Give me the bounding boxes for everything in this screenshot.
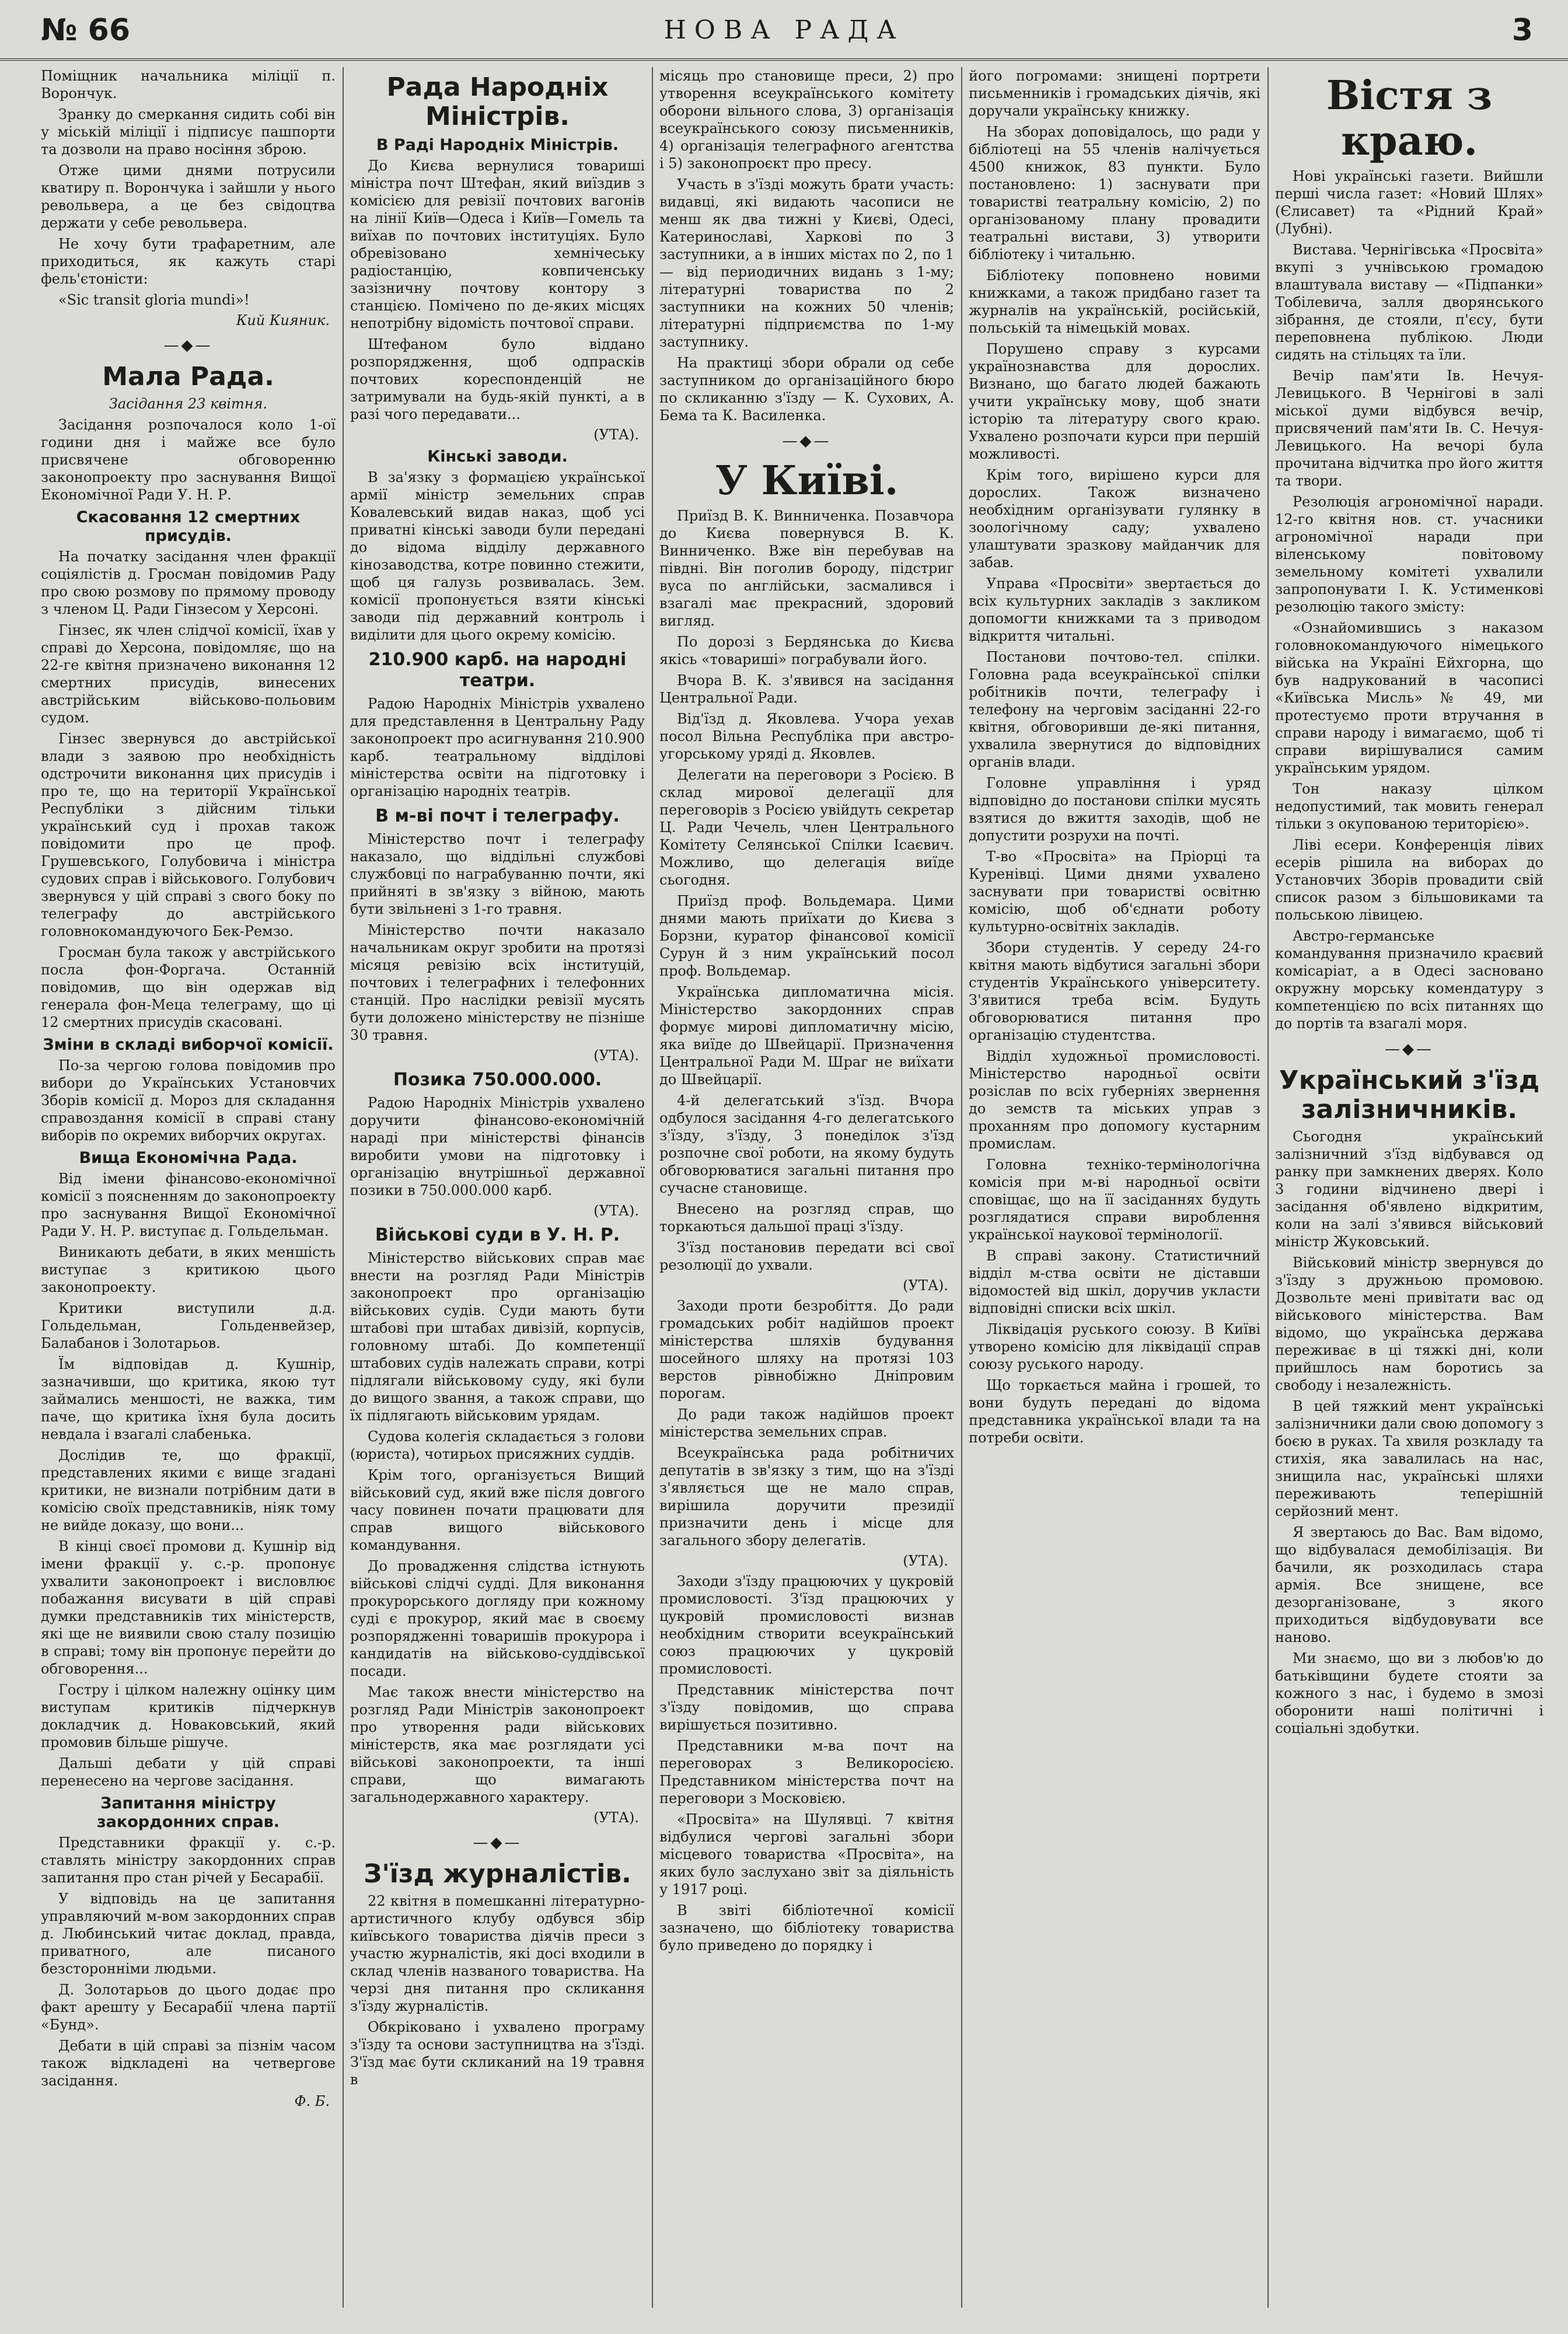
paragraph: До Києва вернулися товариші міністра почт Штефан, який виїздив з комісією для ревізії почтових вагонів на лінії Київ—Одеса і Київ—Гомель та виїхав по почтових інституціях. Було обревізовано хемнічеську радіостанцію, ковпиченську зазізничну почтову контору з станцією. Помічено по де-яких місцях непотрібну відомість почтової справи. (350, 158, 645, 331)
paragraph: Від'їзд д. Яковлева. Учора уехав посол Вільна Республіка при австро-угорському уряді д. Яковлев. (659, 711, 954, 762)
news-agency-credit: (УТА). (593, 1809, 639, 1826)
paragraph: Бібліотеку поповнено новими книжками, а також придбано газет та журналів на українській, російській, польській та німецькій мовах. (969, 267, 1260, 336)
paragraph: Всеукраїнська рада робітничих депутатів в зв'язку з тим, що на з'їзді з'являється ще не мало справ, вирішила доручити президії призначити день і місце для загального збору делегатів. (659, 1445, 954, 1549)
paragraph: Головна техніко-термінологічна комісія при м-ві народньої освіти сповіщає, що на її засіданнях будуть розглядатися справи вироблення української наукової термінології. (969, 1156, 1260, 1243)
column-1 (41, 67, 336, 2319)
paragraph: По дорозі з Бердянська до Києва якісь «товариші» пограбували його. (659, 634, 954, 668)
paragraph: Від імени фінансово-економічної комісії з поясненням до законопроекту про заснування Вищої Економічної Ради У. Н. Р. виступає д. Гольдельман. (41, 1171, 336, 1239)
ornament-divider: —◆— (163, 337, 213, 354)
paragraph: «Просвіта» на Шулявці. 7 квітня відбулися чергові загальні збори місцевого товариства «Просвіта», на яких було заслухано звіт за діяльність у 1917 році. (659, 1811, 954, 1898)
paragraph: Засідання розпочалося коло 1-ої години дня і майже все було присвячене обговоренню законопроекту про заснування Вищої Економічної Ради У. Н. Р. (41, 417, 336, 503)
paragraph: Т-во «Просвіта» на Пріорці та Куренівці. Цими днями ухвалено заснувати при товаристві освітню комісію, щоб об'єднати роботу культурно-освітніх закладів. (969, 848, 1260, 935)
paragraph: На початку засідання член фракції соціялістів д. Гросман повідомив Раду про свою розмову по прямому проводу з членом Ц. Ради Гінзесом у Херсоні. (41, 548, 336, 617)
paragraph: Порушено справу з курсами українознавства для дорослих. Визнано, що багато людей бажають учити українську мову, щоб знати історію та літературу свого краю. Ухвалено розпочати курси при першій можливості. (969, 341, 1260, 462)
paragraph: Представники м-ва почт на переговорах з Великоросією. Представником міністерства почт на переговори з Московією. (659, 1738, 954, 1807)
paragraph: Радою Народніх Міністрів ухвалено для представлення в Центральну Раду законопроект про асигнування 210.900 карб. театральному відділові міністерства освіти на підготовку і організацію народніх театрів. (350, 696, 645, 799)
article-heading: Вища Економічна Рада. (79, 1149, 298, 1167)
paragraph: Заходи проти безробіття. До ради громадських робіт надійшов проект міністерства шляхів будування шосейного шляху на протязі 103 верстов рівнобіжно Дніпровим порогам. (659, 1298, 954, 1402)
paragraph: Постанови почтово-тел. спілки. Головна рада всеукраїнської спілки робітників почти, телеграфу і телефону на черговім засіданні 22-го квітня, обговоривши де-які питання, ухвалила звернутися до відповідних органів влади. (969, 649, 1260, 770)
article-heading: Скасовання 12 смертних присудів. (76, 508, 301, 545)
paragraph: Має також внести міністерство на розгляд Ради Міністрів законопроект про утворення ради військових міністерств, яка має розглядати усі військові законопроекти, та інші справи, що вимагають загальнодержавного характеру. (350, 1684, 645, 1805)
paragraph: В кінці своєї промови д. Кушнір від імени фракції у. с.-р. пропонує ухвалити законопроект і висловлює побажання висувати в цій справі думки представників тих міністерств, які ще не виявили свою сталу позицію в справі; тому він пропонує перейти до обговорення... (41, 1538, 336, 1677)
paragraph: Поміщник начальника міліції п. Ворончук. (41, 68, 336, 102)
article-heading: Позика 750.000.000. (393, 1070, 602, 1090)
column-divider (1267, 67, 1269, 2308)
paragraph: Приїзд В. К. Винниченка. Позавчора до Києва повернувся В. К. Винниченко. Вже він перебував на півдні. Він поголив бороду, підстриг вуса по англійськи, засмалився і взагалі має прекрасний, здоровий вигляд. (659, 508, 954, 629)
paragraph: «Ознайомившись з наказом головнокомандуючого німецького війська на Україні Ейхгорна, що був надрукований в часописі «Київська Мисль» № 49, ми протестуємо проти втручання в справи народу і вимагаємо, щоб ті справи вирішувалися самим українським урядом. (1275, 620, 1543, 776)
paragraph: Українська дипломатична місія. Міністерство закордонних справ формує мирові дипломатичну місію, яка виїде до Швейцарії. Призначення Центральної Ради М. Шраг не виїхати до Швейцарії. (659, 984, 954, 1088)
paragraph: Гінзес, як член слідчої комісії, їхав у справі до Херсона, повідомляє, що на 22-ге квітня призначено виконання 12 смертних присудів, винесених австрійським військово-польовим судом. (41, 622, 336, 726)
article-heading: Запитання міністру закордонних справ. (96, 1794, 280, 1831)
paragraph: Крім того, вирішено курси для дорослих. Також визначено необхідним організувати гулянку в зоологічному саду; ухвалено улаштувати зразкову майданчик для забав. (969, 467, 1260, 571)
paragraph: Що торкається майна і грошей, то вони будуть передані до відома представника української влади та на потреби освіти. (969, 1377, 1260, 1446)
paragraph: Управа «Просвіти» звертається до всіх культурних закладів з закликом допомогти книжками та з приводом відкриття читальні. (969, 575, 1260, 644)
paragraph: Ліквідація руського союзу. В Київі утворено комісію для ліквідації справ союзу руського народу. (969, 1321, 1260, 1372)
article-heading: Військові суди в У. Н. Р. (375, 1225, 620, 1245)
paragraph: Міністерство військових справ має внести на розгляд Ради Міністрів законопроект про організацію військових судів. Суди мають бути штабові при штабах дивізій, корпусів, головному штабі. До компетенції штабових судів належать справи, котрі підлягали військовому суду, які були до вищого звання, а також справи, що їх підлягають військовим урядам. (350, 1250, 645, 1424)
paragraph: Крім того, організується Вищий військовий суд, який вже після довгого часу повинен почати працювати для справ вищого військового командування. (350, 1467, 645, 1553)
news-agency-credit: (УТА). (593, 1047, 639, 1064)
section-heading: Український з'їзд залізничників. (1279, 1065, 1540, 1124)
article-heading: Зміни в складі виборчої комісії. (43, 1036, 334, 1054)
paragraph: Тон наказу цілком недопустимий, так мовить генерал тільки з окупованою територією». (1275, 781, 1543, 832)
paragraph: Критики виступили д.д. Гольдельман, Гольденвейзер, Балабанов і Золотарьов. (41, 1300, 336, 1351)
paragraph: Ліві есери. Конференція лівих есерів рішила на виборах до Установчих Зборів провадити свій список разом з більшовиками та польською лівицею. (1275, 837, 1543, 923)
paragraph: Гостру і цілком належну оцінку цим виступам критиків підчеркнув докладчик д. Новаковський, який промовив більше рішуче. (41, 1682, 336, 1750)
author-signature: Ф. Б. (294, 2093, 330, 2109)
paragraph: Виникають дебати, в яких меншість виступає з критикою цього законопроекту. (41, 1244, 336, 1295)
paragraph: Нові українські газети. Вийшли перші числа газет: «Новий Шлях» (Єлисавет) та «Рідний Край» (Лубні). (1275, 168, 1543, 237)
column-2 (350, 67, 645, 2319)
paragraph: Представники фракції у. с.-р. ставлять міністру закордонних справ запитання про стан річей у Бесарабії. (41, 1835, 336, 1886)
section-heading: У Київі. (715, 457, 899, 504)
paragraph: «Sic transit gloria mundi»! (58, 292, 250, 308)
section-heading: З'їзд журналістів. (364, 1859, 631, 1889)
news-agency-credit: (УТА). (903, 1553, 948, 1569)
paragraph: Судова колегія складається з голови (юриста), чотирьох присяжних суддів. (350, 1428, 645, 1462)
column-3 (659, 67, 954, 2319)
issue-number: № 66 (41, 13, 131, 48)
section-heading: Рада Народніх Міністрів. (386, 72, 609, 131)
paragraph: По-за чергою голова повідомив про вибори до Українських Установчих Зборів комісії д. Мороз для складання справоздання комісії в справі стану виборів по окремих виборчих округах. (41, 1057, 336, 1144)
paragraph: Участь в з'їзді можуть брати участь: видавці, які видають часописи не менш як два тижні у Києві, Одесі, Катеринославі, Харкові по 3 заступники, а в інших містах по 2, по 1 — від периодичних видань з 1-му; літературні товариства по 2 заступники на кожних 50 членів; літературні підприємства по 1-му заступнику. (659, 176, 954, 350)
paragraph: 4-й делегатський з'їзд. Вчора одбулося засідання 4-го делегатського з'їзду, з'їзду, 3 понеділок з'їзд розпочне свої роботи, на якому будуть обговорюватися загальні питання про сучасне становище. (659, 1092, 954, 1196)
paragraph: Міністерство почти наказало начальникам округ зробити на протязі місяця ревізію всіх інституцій, почтових і телеграфних і телефонних станцій. Про наслідки ревізії мусять бути доложено міністерству не пізніше 30 травня. (350, 922, 645, 1043)
paragraph: Д. Золотарьов до цього додає про факт арешту у Бесарабії члена партії «Бунд». (41, 1982, 336, 2033)
page-number: 3 (1511, 13, 1533, 48)
paragraph: Гінзес звернувся до австрійської влади з заявою про необхідність одстрочити виконання цих присудів і про те, що на території Української Республіки з дійсним тільки український суд і прохав також повідомити про це проф. Грушевського, Голубовича і міністра судових справ і військового. Голубович звернувся у цій справі з свого боку по телеграфу до австрійського головнокомандуючого Бек-Ремзо. (41, 731, 336, 939)
paragraph: До ради також надійшов проект міністерства земельних справ. (659, 1406, 954, 1440)
paragraph: Вчора В. К. з'явився на засідання Центральної Ради. (659, 672, 954, 706)
paragraph: Сьогодня український залізничний з'їзд відбувався од ранку при замкнених дверях. Коло 3 години відчинено двері і засідання об'явлено відкритим, коли на залі з'явився військовий міністр Жуковський. (1275, 1128, 1543, 1250)
author-signature: Кий Кияник. (236, 312, 330, 329)
paragraph: Приїзд проф. Вольдемара. Цими днями мають приїхати до Києва з Борзни, куратор фінансової комісії Сурун й з ним український посол проф. Вольдемар. (659, 893, 954, 979)
paragraph: Радою Народніх Міністрів ухвалено доручити фінансово-економічній нараді при міністерстві фінансів виробити умови на підготовку і організацію внутрішньої державної позики в 750.000.000 карб. (350, 1095, 645, 1199)
paragraph: Обкріковано і ухвалено програму з'їзду та основи заступництва на з'їзді. З'їзд має бути скликаний на 19 травня в (350, 2019, 645, 2088)
ornament-divider: —◆— (1385, 1040, 1434, 1058)
paragraph: На практиці збори обрали од себе заступником до організаційного бюро по скликанню з'їзду — К. Сухових, А. Бема та К. Василенка. (659, 355, 954, 424)
paragraph: Їм відповідав д. Кушнір, зазначивши, що критика, якою тут займались меншості, не важка, тим паче, що критика їхня була досить невдала і взагалі слабенька. (41, 1356, 336, 1442)
paragraph: 22 квітня в помешканні літературно-артистичного клубу одбувся збір київського товариства діячів преси з участю журналістів, які досі входили в склад членів названого товариства. На черзі дня питання про скликання з'їзду журналістів. (350, 1893, 645, 2014)
paragraph: Отже цими днями потрусили кватиру п. Ворончука і зайшли у нього револьвера, а це без свідоцтва держати у себе револьвера. (41, 162, 336, 231)
ornament-divider: —◆— (473, 1834, 522, 1851)
paragraph: Ми знаємо, що ви з любов'ю до батьківщини будете стояти за кожного з нас, і будемо в змозі оборонити наші політичні і соціальні здобутки. (1275, 1650, 1543, 1736)
paragraph: Внесено на розгляд справ, що торкаються дальшої праці з'їзду. (659, 1201, 954, 1235)
section-heading: Вістя з краю. (1326, 72, 1493, 165)
paragraph: З'їзд постановив передати всі свої резолюції до ухвали. (659, 1239, 954, 1273)
section-subheading: В Раді Народніх Міністрів. (376, 136, 619, 154)
paragraph: Вистава. Чернігівська «Просвіта» вкупі з учнівською громадою влаштувала виставу — «Підпанки» Тобілевича, залля дворянського зібрання, де стояли, п'єсу, бути переповнена публікою. Люди сидять на стільцях та їли. (1275, 242, 1543, 363)
page-header (0, 0, 1568, 61)
column-divider (961, 67, 962, 2308)
paragraph: Зранку до смеркання сидить собі він у міській міліції і підписує пашпорти та дозволи на право носіння зброю. (41, 106, 336, 158)
paragraph: В справі закону. Статистичний відділ м-ства освіти не діставши відомостей від шкіл, доручив укласти відповідні списки всіх шкіл. (969, 1248, 1260, 1316)
paragraph: Я звертаюсь до Вас. Вам відомо, що відбувалася демобілізація. Ви бачили, як розходилась стара армія. Все знищене, все дезорганізоване, з якого приходиться відбудовувати все наново. (1275, 1524, 1543, 1645)
paragraph: Вечір пам'яти Ів. Нечуя-Левицького. В Чернігові в залі міської думи відбувся вечір, присвячений пам'яти Ів. С. Нечуя-Левицького. На вечорі була прочитана відчитка про його життя та твори. (1275, 368, 1543, 489)
paragraph: На зборах доповідалось, що ради у бібліотеці на 55 членів налічується 4500 книжок, 83 пункти. Було постановлено: 1) заснувати при товаристві театральну комісію, 2) по організованому плану провадити театральні вистави, 3) утворити бібліотеку і читальню. (969, 124, 1260, 263)
article-heading: 210.900 карб. на народні театри. (368, 649, 627, 691)
paragraph: До провадження слідства істнують військові слідчі судді. Для виконання прокурорського догляду при кожному суді є прокурор, який має в своєму розпорядженні товаришів прокурора і кандидатів на військово-суддівської посади. (350, 1558, 645, 1679)
paragraph: Австро-германське командування призначило краєвий комісаріат, а в Одесі засновано окружну морську комендатуру з компетенцією по всіх питаннях що до портів та взагалі моря. (1275, 928, 1543, 1032)
paragraph: У відповідь на це запитання управляючий м-вом закордонних справ д. Любинський читає доклад, правда, приватного, але писаного безсторонніми людьми. (41, 1891, 336, 1977)
section-heading: Мала Рада. (102, 362, 274, 392)
paragraph: Міністерство почт і телеграфу наказало, що віддільні службові службовці по награбуванню почти, які прийняті в зв'язку з війною, мають бути звільнені з 1-го травня. (350, 831, 645, 917)
paragraph: Дальші дебати у цій справі перенесено на чергове засідання. (41, 1755, 336, 1789)
paragraph: Збори студентів. У середу 24-го квітня мають відбутися загальні збори студентів Українського університету. З'явитися треба всім. Будуть обговорюватися питання про організацію студентства. (969, 939, 1260, 1043)
news-agency-credit: (УТА). (903, 1277, 948, 1294)
paragraph: Головне управління і уряд відповідно до постанови спілки мусять взятися до вжиття заходів, щоб не допустити розрухи на почті. (969, 775, 1260, 844)
column-4 (969, 67, 1260, 2319)
column-divider (652, 67, 653, 2308)
paragraph: Дослідив те, що фракції, представлених якими є вище згадані критики, не визнали потрібним дати в комісію своїх представників, ніяк тому не вийде доказу, що вони... (41, 1447, 336, 1533)
paragraph: Відділ художньої промисловості. Міністерство народньої освіти розіслав по всіх губерніях звернення до земств та міських управ з проханням про допомогу кустарним промислам. (969, 1048, 1260, 1152)
news-agency-credit: (УТА). (593, 427, 639, 443)
paragraph: Не хочу бути трафаретним, але приходиться, як кажуть старі фель'єтоністи: (41, 236, 336, 287)
news-agency-credit: (УТА). (593, 1203, 639, 1219)
paragraph: Дебати в цій справі за пізнім часом також відкладені на четвергове засідання. (41, 2038, 336, 2089)
paragraph: Штефаном було віддано розпорядження, щоб одпрасків почтових кореспонденцій не затримували на будь-якій пункті, а в разі чого передавати... (350, 336, 645, 422)
section-subheading: Засідання 23 квітня. (109, 396, 268, 412)
article-heading: Кінські заводи. (427, 448, 568, 466)
article-heading: В м-ві почт і телеграфу. (375, 806, 620, 826)
paragraph: Заходи з'їзду працюючих у цукровій промисловості. З'їзд працюючих у цукровій промисловості визнав необхідним створити всеукраїнський союз працюючих у цукровій промисловості. (659, 1573, 954, 1677)
column-divider (343, 67, 344, 2308)
paragraph: Військовий міністр звернувся до з'їзду з дружньою промовою. Дозвольте мені привітати вас од військового міністерства. Вам відомо, що українська держава переживає в ці тяжкі дні, коли прийшлось нам боротись за свободу і незалежність. (1275, 1255, 1543, 1393)
paragraph: Гросман була також у австрійського посла фон-Форгача. Останній повідомив, що він одержав від генерала фон-Меца телеграму, що ці 12 смертних присудів скасовані. (41, 944, 336, 1030)
paragraph: його погромами: знищені портрети письменників і громадських діячів, які доручали українську книжку. (969, 68, 1260, 119)
ornament-divider: —◆— (782, 432, 832, 450)
paragraph: Резолюція агрономічної наради. 12-го квітня нов. ст. учасники агрономічної наради при віленському повітовому земельному комітеті ухвалили запропонувати І. К. Устименкові резолюцію такого змісту: (1275, 494, 1543, 615)
paragraph: Представник міністерства почт з'їзду повідомив, що справа вирішується позитивно. (659, 1682, 954, 1733)
paragraph: Делегати на переговори з Росією. В склад мирової делегації для переговорів з Росією увійдуть секретар Ц. Ради Чечель, член Центрального Комітету Селянської Спілки Ісаєвич. Можливо, що делегація виїде сьогодня. (659, 767, 954, 888)
paragraph: В за'язку з формацією української армії міністр земельних справ Ковалевський видав наказ, щоб усі приватні кінські заводи були передані до відома відділу державного кінозаводства, котре повинно стежити, щоб ця галузь розвивалась. Зем. комісії пропонується взяти кінські заводи під державний контроль і виділити для цього окрему комісію. (350, 469, 645, 643)
column-5 (1275, 67, 1543, 2319)
paragraph: місяць про становище преси, 2) про утворення всеукраїнського комітету оборони вільного слова, 3) організація всеукраїнського союзу письменників, 4) організація телеграфного агентства і 5) законопроєкт про пресу. (659, 68, 954, 172)
newspaper-title: НОВА РАДА (663, 15, 905, 45)
paragraph: В звіті бібліотечної комісії зазначено, що бібліотеку товариства було приведено до порядку і (659, 1902, 954, 1954)
paragraph: В цей тяжкий мент українські залізничники дали свою допомогу з боєю в руках. Та хвиля розкладу та стихія, яка завалилась на нас, знищила нас, українські шляхи переживають теперішній серйозний мент. (1275, 1398, 1543, 1519)
